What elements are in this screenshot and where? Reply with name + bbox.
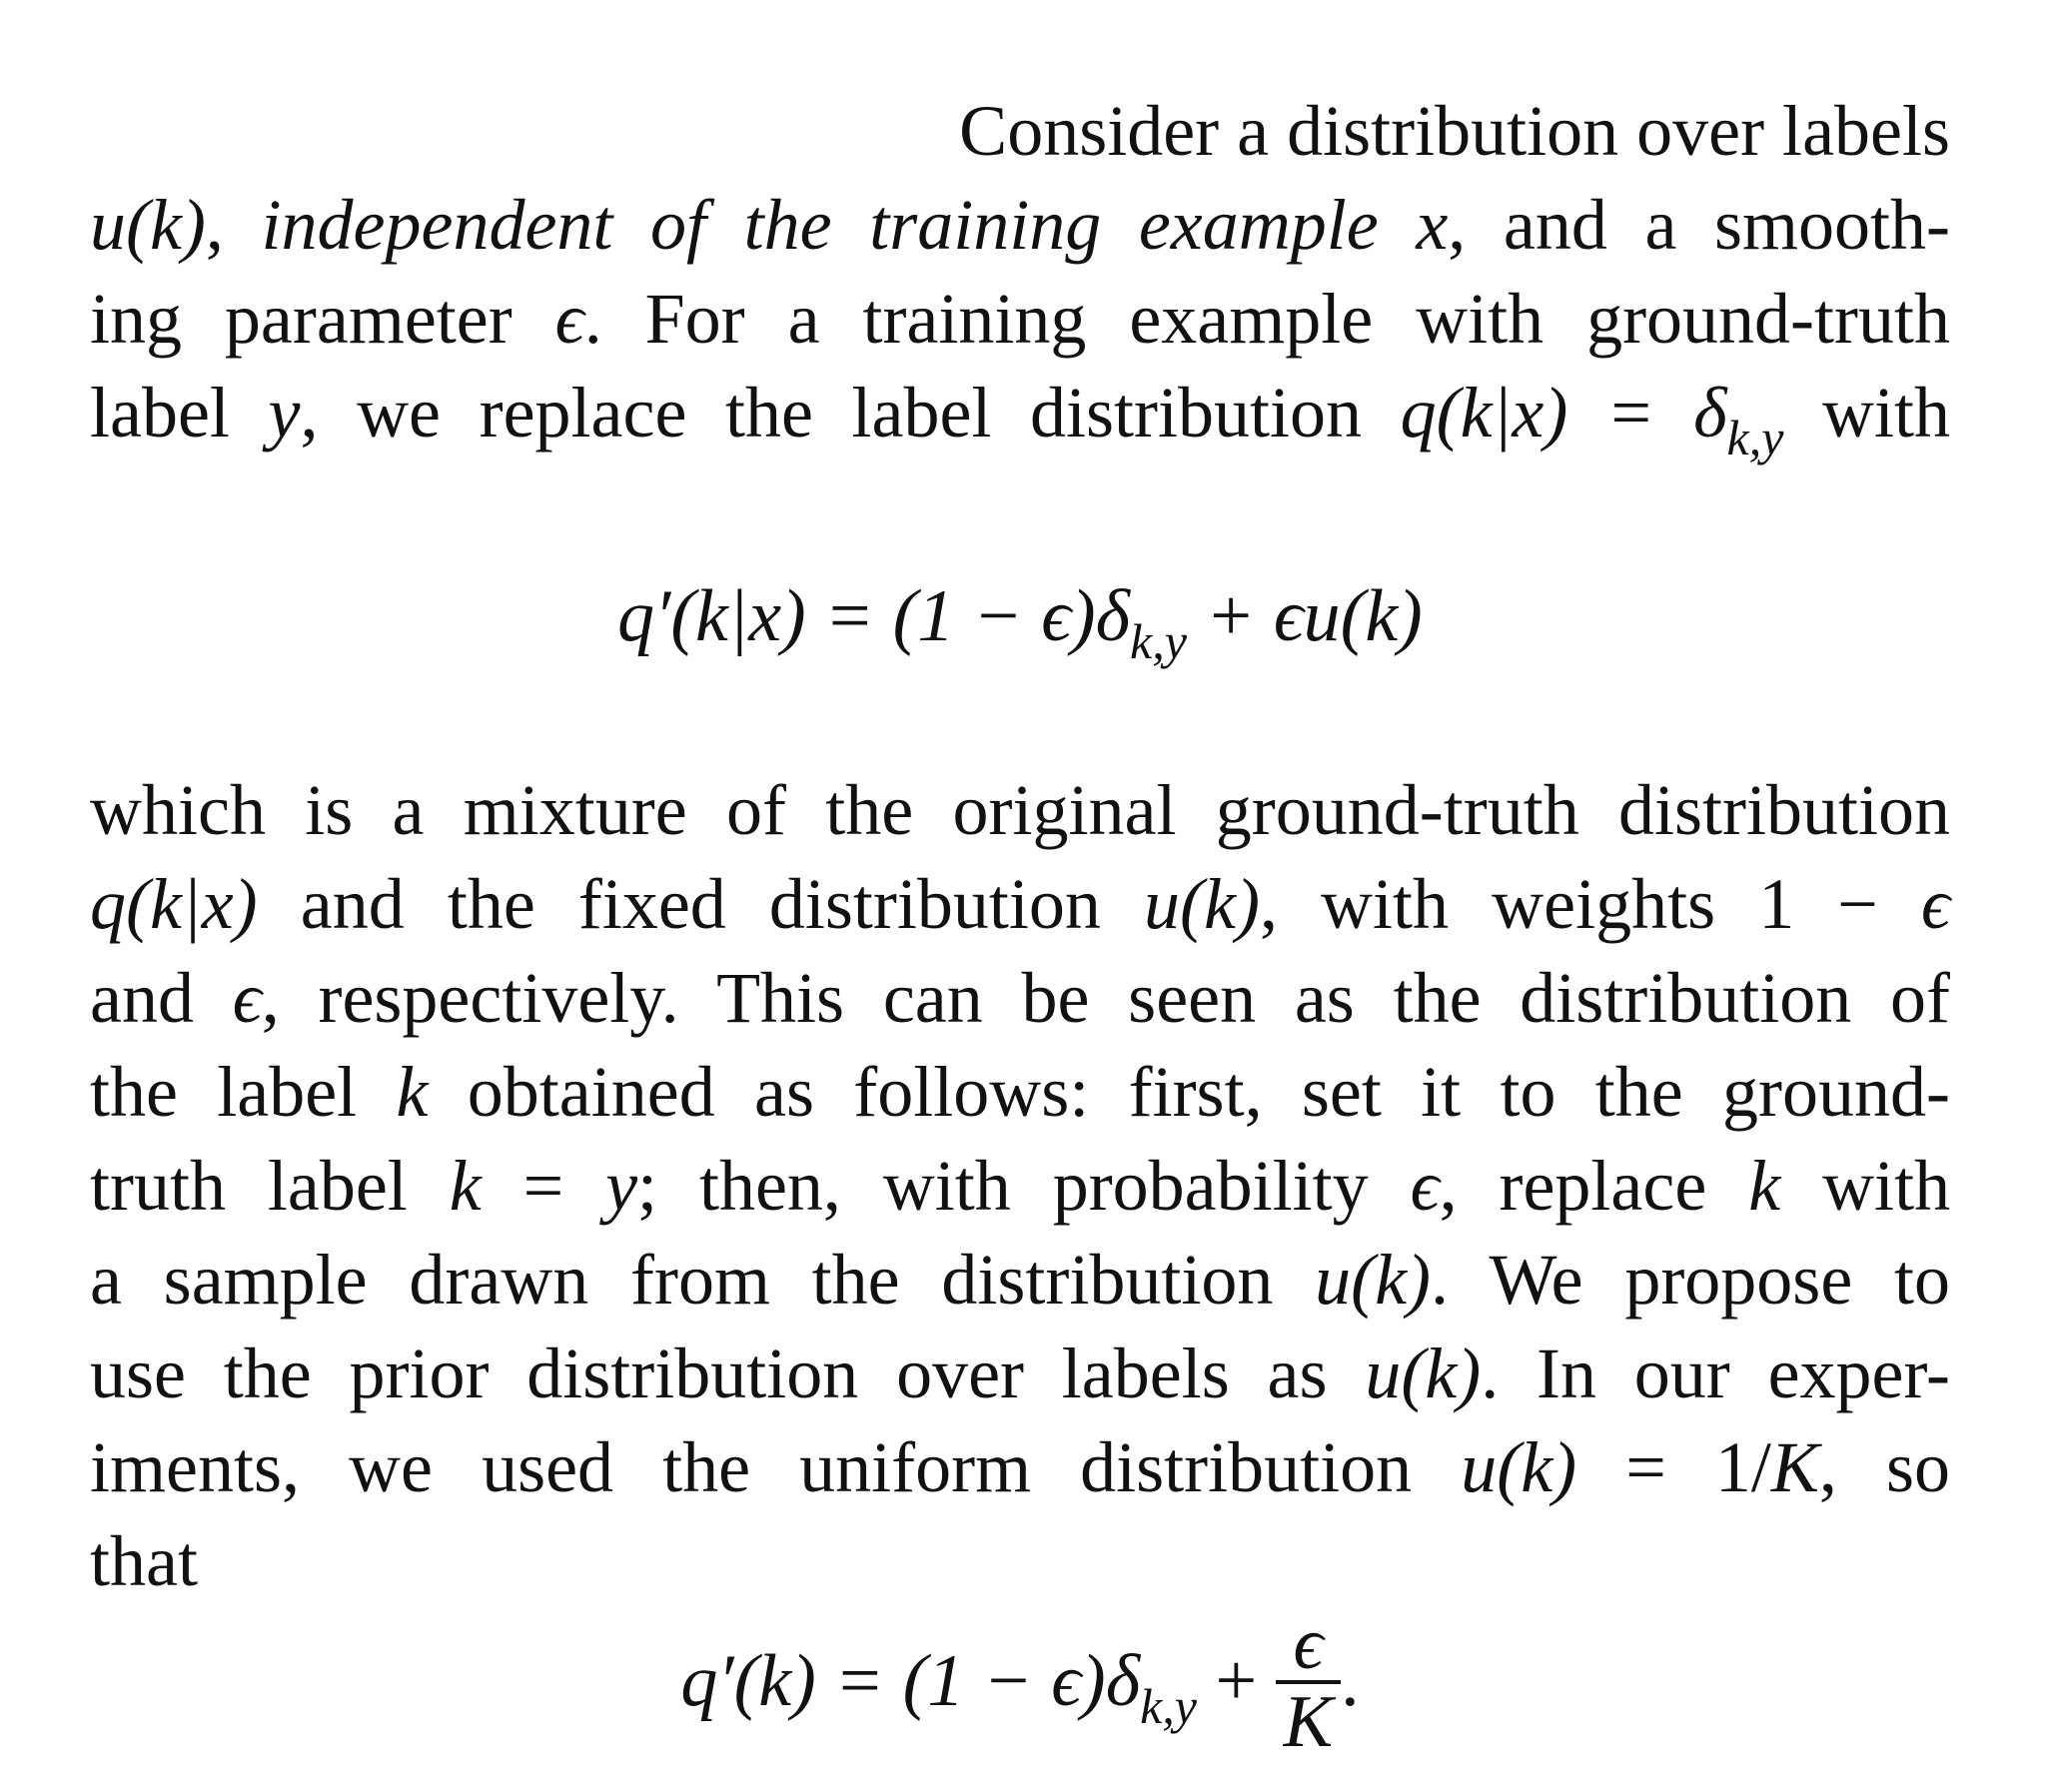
italic-phrase: independent of the training example bbox=[261, 185, 1379, 265]
paragraph-1-line-4: label y, we replace the label distribution $q(k|x) = \delta_{k,y}$ with bbox=[90, 373, 1951, 465]
paragraph-2-line-5: truth label k = y; then, with probability ϵ, replace k with bbox=[90, 1146, 1951, 1226]
paragraph-1-line-1: Consider a distribution over labels bbox=[959, 91, 1950, 171]
paragraph-2-line-7: use the prior distribution over labels as u(k). In our exper- bbox=[90, 1334, 1950, 1413]
paper-page bbox=[90, 84, 1950, 1782]
equation-uniform-smoothing: $q'(k) = (1 - \epsilon)\delta_{k,y}$ + $\frac{\epsilon}{K}$ . bbox=[680, 1603, 1360, 1763]
paragraph-2-line-8: iments, we used the uniform distribution u(k) = 1/K, so bbox=[90, 1427, 1951, 1507]
fraction-eps-over-K: $\frac{\epsilon}{K}$ bbox=[1276, 1608, 1341, 1760]
paragraph-2-line-6: a sample drawn from the distribution u(k). We propose to bbox=[90, 1240, 1951, 1320]
paragraph-2-line-1: which is a mixture of the original ground-truth distribution bbox=[90, 770, 1950, 850]
paragraph-2-line-3: and ϵ, respectively. This can be seen as the distribution of bbox=[90, 958, 1950, 1038]
paragraph-1-line-2: u(k), independent of the training example x, and a smooth- bbox=[90, 185, 1951, 265]
paragraph-2-line-4: the label k obtained as follows: first, set it to the ground- bbox=[90, 1052, 1951, 1132]
paragraph-2-line-2: q(k|x) and the fixed distribution u(k), with weights 1 − ϵ bbox=[90, 864, 1951, 944]
paragraph-1-line-3: ing parameter ϵ. For a training example with ground-truth bbox=[90, 279, 1951, 359]
paragraph-2-line-9: that bbox=[90, 1521, 198, 1601]
equation-label-smoothing: $q'(k|x) = (1 - \epsilon)\delta_{k,y} + \epsilon u(k)$ bbox=[617, 575, 1423, 669]
